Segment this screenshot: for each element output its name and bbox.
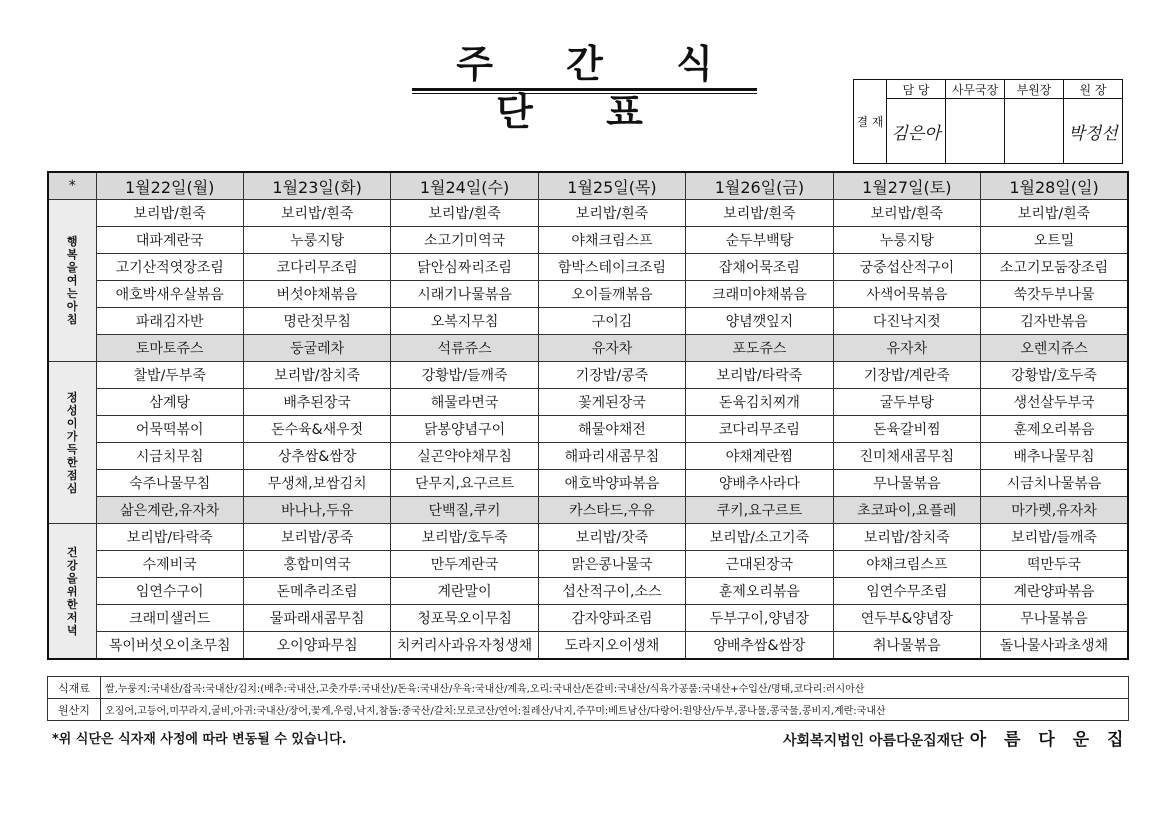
menu-dish: 보리밥/흰죽: [96, 200, 243, 227]
menu-snack: 삶은계란,유자차: [96, 497, 243, 524]
title-underline-thin: [412, 93, 757, 94]
menu-dish: 계란양파볶음: [981, 578, 1128, 605]
menu-snack: 석류쥬스: [391, 335, 538, 362]
day-header: 1월24일(수): [391, 172, 538, 200]
menu-dish: 찰밥/두부죽: [96, 362, 243, 389]
menu-dish: 어묵떡볶이: [96, 416, 243, 443]
approval-signature-director: 박정선: [1064, 99, 1123, 164]
menu-dish: 보리밥/타락죽: [96, 524, 243, 551]
menu-dish: 오트밀: [981, 227, 1128, 254]
menu-dish: 버섯야채볶음: [243, 281, 390, 308]
day-header: 1월23일(화): [243, 172, 390, 200]
menu-dish: 보리밥/호두죽: [391, 524, 538, 551]
menu-snack: 바나나,두유: [243, 497, 390, 524]
menu-snack: 단백질,쿠키: [391, 497, 538, 524]
menu-dish: 대파계란국: [96, 227, 243, 254]
menu-dish: 무나물볶음: [981, 605, 1128, 632]
title-underline: [412, 88, 757, 91]
origin-label-2: 원산지: [48, 699, 101, 721]
approval-box: [853, 79, 1123, 164]
menu-dish: 도라지오이생채: [538, 632, 685, 660]
menu-row: [48, 227, 1128, 254]
menu-dish: 연두부&양념장: [833, 605, 980, 632]
menu-row: [48, 578, 1128, 605]
origin-table: [47, 676, 1129, 721]
weekly-menu-table: [47, 171, 1129, 660]
origin-line-1: 쌀,누룽지:국내산/잡곡:국내산/김치:(배추:국내산,고춧가루:국내산)/돈육:국내산/우육:국내산/계육,오리:국내산/돈갈비:국내산/식육가공품:국내산+수입산/명태,코다리:러시아산: [101, 677, 1129, 699]
menu-dish: 다진낙지젓: [833, 308, 980, 335]
approval-signature-secretary: [946, 99, 1005, 164]
menu-dish: 섭산적구이,소스: [538, 578, 685, 605]
menu-dish: 양념깻잎지: [686, 308, 833, 335]
menu-dish: 쑥갓두부나물: [981, 281, 1128, 308]
menu-row: [48, 362, 1128, 389]
page-title: 주 간 식 단 표: [456, 42, 743, 134]
menu-row: [48, 389, 1128, 416]
menu-row: [48, 308, 1128, 335]
approval-role-deputy: 부원장: [1005, 80, 1064, 99]
menu-dish: 배추된장국: [243, 389, 390, 416]
menu-dish: 임연수구이: [96, 578, 243, 605]
menu-dish: 훈제오리볶음: [686, 578, 833, 605]
menu-dish: 보리밥/소고기죽: [686, 524, 833, 551]
menu-dish: 닭안심짜리조림: [391, 254, 538, 281]
approval-signature-manager: 김은아: [887, 99, 946, 164]
menu-dish: 크래미야채볶음: [686, 281, 833, 308]
day-header: 1월27일(토): [833, 172, 980, 200]
menu-dish: 보리밥/참치죽: [833, 524, 980, 551]
menu-dish: 오이들깨볶음: [538, 281, 685, 308]
menu-dish: 양배추쌈&쌈장: [686, 632, 833, 660]
menu-dish: 보리밥/흰죽: [538, 200, 685, 227]
menu-snack: 오렌지쥬스: [981, 335, 1128, 362]
menu-dish: 시금치무침: [96, 443, 243, 470]
meal-label-text: 정성이가득한 점심: [66, 390, 78, 495]
organization-name: [783, 725, 1129, 750]
menu-dish: 야채크림스프: [538, 227, 685, 254]
menu-dish: 기장밥/계란죽: [833, 362, 980, 389]
menu-dish: 치커리사과유자청생채: [391, 632, 538, 660]
menu-dish: 무생채,보쌈김치: [243, 470, 390, 497]
menu-dish: 오복지무침: [391, 308, 538, 335]
day-header: 1월25일(목): [538, 172, 685, 200]
menu-dish: 순두부백탕: [686, 227, 833, 254]
menu-snack-row: [48, 497, 1128, 524]
menu-dish: 누룽지탕: [833, 227, 980, 254]
menu-dish: 돈메추리조림: [243, 578, 390, 605]
menu-dish: 청포묵오이무침: [391, 605, 538, 632]
menu-dish: 코다리무조림: [686, 416, 833, 443]
approval-signature-deputy: [1005, 99, 1064, 164]
menu-dish: 보리밥/들깨죽: [981, 524, 1128, 551]
organization-prefix: 사회복지법인 아름다운집재단: [783, 733, 964, 749]
menu-dish: 강황밥/호두죽: [981, 362, 1128, 389]
menu-dish: 진미채새콤무침: [833, 443, 980, 470]
menu-snack: 초코파이,요플레: [833, 497, 980, 524]
menu-dish: 실곤약야채무침: [391, 443, 538, 470]
menu-dish: 명란젓무침: [243, 308, 390, 335]
menu-dish: 시래기나물볶음: [391, 281, 538, 308]
menu-dish: 야채계란찜: [686, 443, 833, 470]
menu-snack: 마가렛,유자차: [981, 497, 1128, 524]
menu-dish: 돈육갈비찜: [833, 416, 980, 443]
menu-dish: 야채크림스프: [833, 551, 980, 578]
menu-dish: 보리밥/흰죽: [686, 200, 833, 227]
menu-dish: 돈수육&새우젓: [243, 416, 390, 443]
menu-dish: 코다리무조림: [243, 254, 390, 281]
menu-dish: 굴두부탕: [833, 389, 980, 416]
menu-dish: 돈육김치찌개: [686, 389, 833, 416]
menu-corner: *: [48, 172, 96, 200]
approval-role-manager: 담 당: [887, 80, 946, 99]
menu-dish: 꽃게된장국: [538, 389, 685, 416]
menu-dish: 보리밥/타락죽: [686, 362, 833, 389]
menu-dish: 근대된장국: [686, 551, 833, 578]
menu-snack: 유자차: [538, 335, 685, 362]
menu-notice: *위 식단은 식자재 사정에 따라 변동될 수 있습니다.: [52, 732, 347, 747]
menu-dish: 고기산적엿장조림: [96, 254, 243, 281]
menu-dish: 임연수무조림: [833, 578, 980, 605]
menu-dish: 소고기미역국: [391, 227, 538, 254]
menu-row: [48, 524, 1128, 551]
menu-dish: 해물야채전: [538, 416, 685, 443]
menu-dish: 애호박새우살볶음: [96, 281, 243, 308]
menu-row: [48, 281, 1128, 308]
menu-row: [48, 254, 1128, 281]
meal-label: [48, 200, 96, 362]
menu-row: [48, 200, 1128, 227]
menu-dish: 생선살두부국: [981, 389, 1128, 416]
menu-dish: 애호박양파볶음: [538, 470, 685, 497]
menu-dish: 파래김자반: [96, 308, 243, 335]
menu-row: [48, 470, 1128, 497]
menu-row: [48, 551, 1128, 578]
menu-dish: 취나물볶음: [833, 632, 980, 660]
menu-snack: 포도쥬스: [686, 335, 833, 362]
menu-dish: 소고기모둠장조림: [981, 254, 1128, 281]
origin-label-1: 식재료: [48, 677, 101, 699]
origin-line-2: 오징어,고등어,미꾸라지,굴비,아귀:국내산/장어,꽃게,우렁,낙지,참돔:중국산/갈치:모로코산/연어:칠레산/낙지,주꾸미:베트남산/다랑어:원양산/두부,콩나물,콩국물,콩비지,계란:국내산: [101, 699, 1129, 721]
menu-dish: 상추쌈&쌈장: [243, 443, 390, 470]
menu-dish: 숙주나물무침: [96, 470, 243, 497]
menu-dish: 닭봉양념구이: [391, 416, 538, 443]
menu-dish: 만두계란국: [391, 551, 538, 578]
menu-dish: 사색어묵볶음: [833, 281, 980, 308]
menu-dish: 구이김: [538, 308, 685, 335]
day-header: 1월22일(월): [96, 172, 243, 200]
meal-label: [48, 362, 96, 524]
menu-dish: 강황밥/들깨죽: [391, 362, 538, 389]
menu-dish: 보리밥/흰죽: [243, 200, 390, 227]
menu-dish: 홍합미역국: [243, 551, 390, 578]
menu-dish: 삼계탕: [96, 389, 243, 416]
menu-snack-row: [48, 335, 1128, 362]
approval-label: 결 재: [854, 80, 887, 164]
menu-header-row: [48, 172, 1128, 200]
menu-dish: 보리밥/잣죽: [538, 524, 685, 551]
menu-dish: 보리밥/흰죽: [833, 200, 980, 227]
menu-dish: 감자양파조림: [538, 605, 685, 632]
menu-snack: 유자차: [833, 335, 980, 362]
menu-dish: 보리밥/흰죽: [391, 200, 538, 227]
menu-dish: 보리밥/참치죽: [243, 362, 390, 389]
menu-dish: 기장밥/콩죽: [538, 362, 685, 389]
menu-dish: 잡채어묵조림: [686, 254, 833, 281]
menu-dish: 두부구이,양념장: [686, 605, 833, 632]
menu-dish: 돌나물사과초생채: [981, 632, 1128, 660]
menu-dish: 배추나물무침: [981, 443, 1128, 470]
menu-row: [48, 605, 1128, 632]
menu-dish: 계란말이: [391, 578, 538, 605]
menu-dish: 무나물볶음: [833, 470, 980, 497]
menu-dish: 양배추사라다: [686, 470, 833, 497]
menu-snack: 카스타드,우유: [538, 497, 685, 524]
menu-dish: 누룽지탕: [243, 227, 390, 254]
meal-label-text: 행복을여는 아침: [66, 235, 78, 326]
menu-row: [48, 632, 1128, 660]
day-header: 1월28일(일): [981, 172, 1128, 200]
menu-dish: 오이양파무침: [243, 632, 390, 660]
menu-dish: 물파래새콤무침: [243, 605, 390, 632]
menu-dish: 크래미샐러드: [96, 605, 243, 632]
approval-role-secretary: 사무국장: [946, 80, 1005, 99]
menu-row: [48, 443, 1128, 470]
menu-dish: 보리밥/흰죽: [981, 200, 1128, 227]
menu-dish: 해물라면국: [391, 389, 538, 416]
menu-dish: 목이버섯오이초무침: [96, 632, 243, 660]
meal-label-text: 건강을위한 저녁: [66, 545, 78, 637]
approval-role-director: 원 장: [1064, 80, 1123, 99]
menu-snack: 쿠키,요구르트: [686, 497, 833, 524]
organization-title: 아 름 다 운 집: [969, 730, 1130, 750]
menu-dish: 해파리새콤무침: [538, 443, 685, 470]
menu-dish: 궁중섭산적구이: [833, 254, 980, 281]
day-header: 1월26일(금): [686, 172, 833, 200]
meal-label: [48, 524, 96, 660]
menu-row: [48, 416, 1128, 443]
menu-dish: 떡만두국: [981, 551, 1128, 578]
menu-dish: 단무지,요구르트: [391, 470, 538, 497]
menu-dish: 수제비국: [96, 551, 243, 578]
menu-snack: 토마토쥬스: [96, 335, 243, 362]
menu-dish: 김자반볶음: [981, 308, 1128, 335]
menu-snack: 둥굴레차: [243, 335, 390, 362]
menu-dish: 보리밥/콩죽: [243, 524, 390, 551]
menu-dish: 맑은콩나물국: [538, 551, 685, 578]
menu-dish: 시금치나물볶음: [981, 470, 1128, 497]
menu-dish: 훈제오리볶음: [981, 416, 1128, 443]
menu-dish: 함박스테이크조림: [538, 254, 685, 281]
